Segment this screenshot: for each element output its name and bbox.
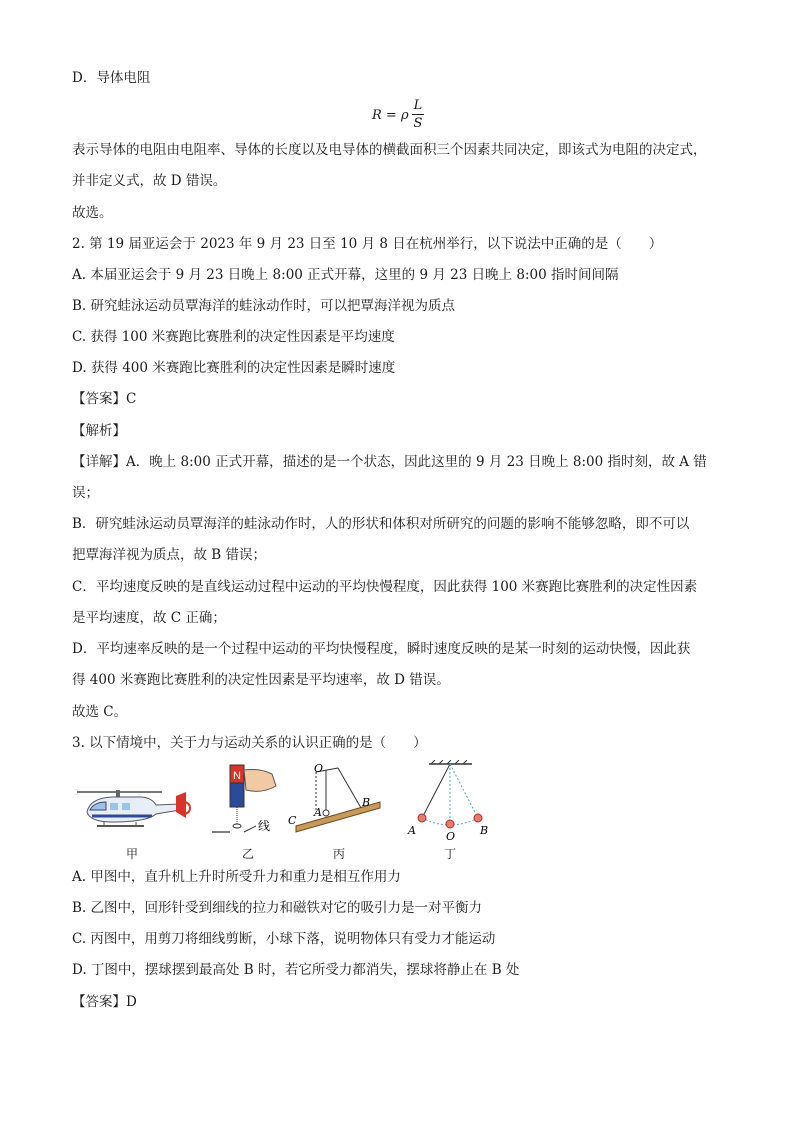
question-2-stem: 2. 第 19 届亚运会于 2023 年 9 月 23 日至 10 月 8 日在杭州举行，以下说法中正确的是（ ） xyxy=(72,236,663,252)
formula-numerator: L xyxy=(413,98,423,113)
question-3-option-d: D. 丁图中，摆球摆到最高处 B 时，若它所受力都消失，摆球将静止在 B 处 xyxy=(72,962,520,978)
analysis-heading: 【解析】 xyxy=(72,423,126,439)
label-o: O xyxy=(446,830,456,840)
question-3-stem: 3. 以下情境中，关于力与运动关系的认识正确的是（ ） xyxy=(72,735,427,751)
question-3-option-a: A. 甲图中，直升机上升时所受升力和重力是相互作用力 xyxy=(72,869,401,885)
question-3-option-c: C. 丙图中，用剪刀将细线剪断，小球下落，说明物体只有受力才能运动 xyxy=(72,931,496,947)
formula-fraction xyxy=(412,98,424,131)
incline-figure xyxy=(286,760,386,840)
pendulum-figure xyxy=(404,760,499,840)
caption-jia: 甲 xyxy=(126,847,139,861)
explanation-line: D．平均速率反映的是一个过程中运动的平均快慢程度，瞬时速度反映的是某一时刻的运动快慢，因此获 xyxy=(72,641,691,657)
formula-lhs: R = ρ xyxy=(372,108,409,123)
label-a: A xyxy=(408,824,416,837)
label-c: C xyxy=(288,814,297,827)
explanation-line: 误； xyxy=(72,485,99,501)
question-3-option-b: B. 乙图中，回形针受到细线的拉力和磁铁对它的吸引力是一对平衡力 xyxy=(72,900,483,916)
text-line: 并非定义式，故 D 错误。 xyxy=(72,173,227,189)
explanation-line: 【详解】A．晚上 8:00 正式开幕，描述的是一个状态，因此这里的 9 月 23 日晚上 8:00 指时刻，故 A 错 xyxy=(72,454,707,470)
text-line: 故选。 xyxy=(72,205,113,221)
text-line: 表示导体的电阻由电阻率、导体的长度以及电导体的横截面积三个因素共同决定，即该式为电阻的决定式， xyxy=(72,142,707,158)
question-2-option-d: D. 获得 400 米赛跑比赛胜利的决定性因素是瞬时速度 xyxy=(72,360,396,376)
answer-2: 【答案】C xyxy=(72,391,137,407)
caption-ding: 丁 xyxy=(444,847,457,861)
explanation-line: B．研究蛙泳运动员覃海洋的蛙泳动作时，人的形状和体积对所研究的问题的影响不能够忽略，即不可以 xyxy=(72,516,690,532)
helicopter-figure xyxy=(72,760,192,840)
question-2-option-b: B. 研究蛙泳运动员覃海洋的蛙泳动作时，可以把覃海洋视为质点 xyxy=(72,298,456,314)
explanation-line: 是平均速度，故 C 正确； xyxy=(72,610,226,626)
explanation-line: 得 400 米赛跑比赛胜利的决定性因素是平均速率，故 D 错误。 xyxy=(72,672,450,688)
caption-bing: 丙 xyxy=(333,847,346,861)
label-a: A xyxy=(314,806,322,819)
caption-yi: 乙 xyxy=(242,847,255,861)
label-b: B xyxy=(362,796,371,809)
answer-3: 【答案】D xyxy=(72,994,137,1010)
text-line: 故选 C。 xyxy=(72,704,128,720)
label-o: O xyxy=(314,762,324,775)
question-2-option-a: A. 本届亚运会于 9 月 23 日晚上 8:00 正式开幕，这里的 9 月 23 日晚上 8:00 指时间间隔 xyxy=(72,267,619,283)
resistance-formula xyxy=(372,96,442,146)
magnet-n-label: N xyxy=(233,770,241,782)
option-d-heading: D．导体电阻 xyxy=(72,70,151,86)
question-2-option-c: C. 获得 100 米赛跑比赛胜利的决定性因素是平均速度 xyxy=(72,329,395,345)
explanation-line: C．平均速度反映的是直线运动过程中运动的平均快慢程度，因此获得 100 米赛跑比赛胜利的决定性因素 xyxy=(72,579,698,595)
formula-denominator: S xyxy=(413,116,423,131)
thread-label: 线 xyxy=(258,819,271,833)
explanation-line: 把覃海洋视为质点，故 B 错误； xyxy=(72,547,267,563)
magnet-figure xyxy=(210,760,285,840)
label-b: B xyxy=(480,824,489,837)
